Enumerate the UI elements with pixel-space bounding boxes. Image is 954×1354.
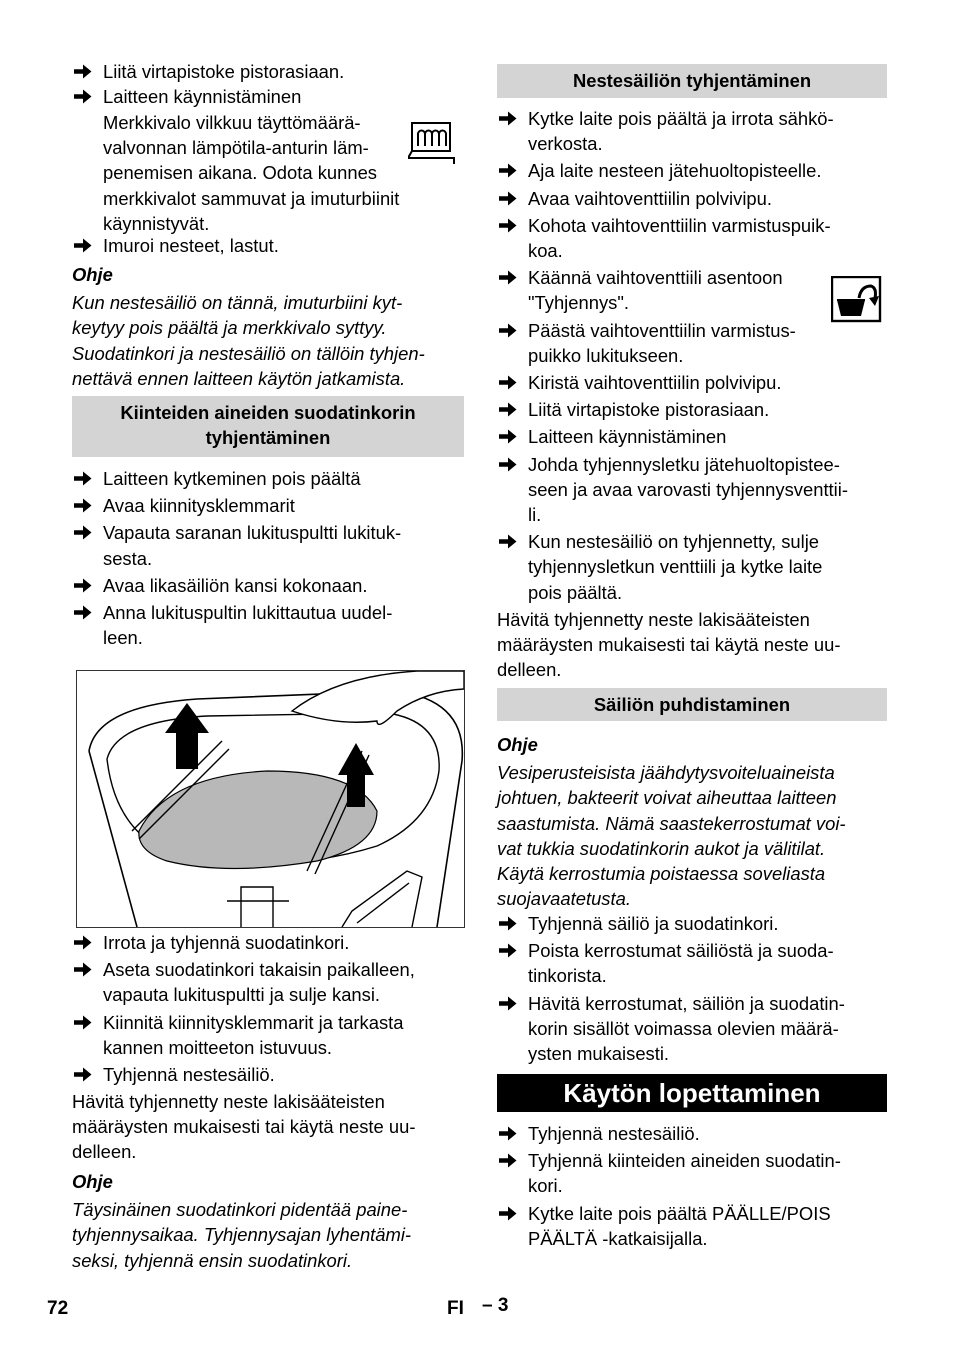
- list-item: Kun nestesäiliö on tyhjennetty, sulje tyhjennysletkun venttiili ja kytke laite pois päältä.: [497, 529, 887, 605]
- indicator-paragraph: Merkkivalo vilkkuu täyttömäärä- valvonnan lämpötila-anturin läm- penemisen aikana. Odota kunnes merkkivalot sammuvat ja imuturbiinit käynnistyvät.: [103, 112, 400, 234]
- list-item: Vapauta saranan lukituspultti lukituk- sesta.: [72, 520, 464, 570]
- arrow-right-icon: [499, 1148, 517, 1168]
- drain-valve-icon: [831, 276, 883, 330]
- list-item: Tyhjennä nestesäiliö.: [72, 1062, 464, 1087]
- note-2: Ohje Täysinäinen suodatinkori pidentää paine- tyhjennysaikaa. Tyhjennysajan lyhentämi- seksi, tyhjennä ensin suodatinkori.: [72, 1171, 412, 1271]
- list-item: Tyhjennä nestesäiliö.: [497, 1121, 887, 1146]
- list-item: Avaa kiinnitysklemmarit: [72, 493, 464, 518]
- section-reference: – 3: [482, 1295, 509, 1316]
- arrow-right-icon: [74, 1062, 92, 1082]
- step-list-cleaning: [497, 911, 887, 1066]
- arrow-right-icon: [74, 957, 92, 977]
- list-item: Avaa vaihtoventtiilin polvivipu.: [497, 186, 887, 211]
- list-item: Laitteen kytkeminen pois päältä: [72, 466, 464, 491]
- arrow-right-icon: [499, 213, 517, 233]
- arrow-right-icon: [499, 1121, 517, 1141]
- note-1: Ohje Kun nestesäiliö on tännä, imuturbiini kyt- keytyy pois päältä ja merkkivalo syttyy. Suodatinkori ja nestesäiliö on tällöin tyhjen- nettävä ennen laitteen käytön jatkamista.: [72, 264, 425, 389]
- list-item: Liitä virtapistoke pistorasiaan.: [497, 397, 887, 422]
- list-item: Irrota ja tyhjennä suodatinkori.: [72, 930, 464, 955]
- list-item: Poista kerrostumat säiliöstä ja suoda- tinkorista.: [497, 938, 887, 988]
- arrow-right-icon: [499, 938, 517, 958]
- dispose-paragraph: Hävitä tyhjennetty neste lakisääteisten määräysten mukaisesti tai käytä neste uu- delleen.: [72, 1091, 416, 1163]
- step-list-top: [72, 59, 464, 109]
- arrow-right-icon: [74, 520, 92, 540]
- arrow-right-icon: [74, 466, 92, 486]
- list-item: Imuroi nesteet, lastut.: [72, 233, 464, 258]
- arrow-right-icon: [74, 573, 92, 593]
- arrow-right-icon: [499, 911, 517, 931]
- list-item: Tyhjennä säiliö ja suodatinkori.: [497, 911, 887, 936]
- list-item: Käännä vaihtoventtiili asentoon "Tyhjennys".: [497, 265, 887, 315]
- list-item: Anna lukituspultin lukittautua uudel- leen.: [72, 600, 464, 650]
- arrow-right-icon: [499, 158, 517, 178]
- step-list-after-figure: [72, 930, 464, 1087]
- chapter-heading: Käytön lopettaminen: [497, 1074, 887, 1112]
- list-item: Kiristä vaihtoventtiilin polvivipu.: [497, 370, 887, 395]
- filter-basket-illustration: [76, 670, 465, 928]
- arrow-right-icon: [499, 318, 517, 338]
- list-item: Laitteen käynnistäminen: [72, 84, 464, 109]
- arrow-right-icon: [499, 265, 517, 285]
- list-item: Tyhjennä kiinteiden aineiden suodatin- kori.: [497, 1148, 887, 1198]
- arrow-right-icon: [499, 529, 517, 549]
- section-heading-tank-cleaning: Säiliön puhdistaminen: [497, 688, 887, 721]
- list-item: Liitä virtapistoke pistorasiaan.: [72, 59, 464, 84]
- list-item: Kytke laite pois päältä PÄÄLLE/POIS PÄÄLTÄ -katkaisijalla.: [497, 1201, 887, 1251]
- section-heading-liquid-tank: Nestesäiliön tyhjentäminen: [497, 64, 887, 98]
- arrow-right-icon: [499, 991, 517, 1011]
- step-list-end-operation: [497, 1121, 887, 1251]
- arrow-right-icon: [499, 186, 517, 206]
- dispose-paragraph-right: Hävitä tyhjennetty neste lakisääteisten määräysten mukaisesti tai käytä neste uu- delleen.: [497, 609, 841, 681]
- step-list-liquid-tank: [497, 106, 887, 605]
- arrow-right-icon: [499, 106, 517, 126]
- note-3: Ohje Vesiperusteisista jäähdytysvoiteluaineista johtuen, bakteerit voivat aiheuttaa laitteen saastumista. Nämä saastekerrostumat voi- vat tukkia suodatinkorin aukot ja välitilat. Käytä kerrostumia poistaessa soveliasta suojavaatetusta.: [497, 734, 846, 910]
- list-item: Aseta suodatinkori takaisin paikalleen, vapauta lukituspultti ja sulje kansi.: [72, 957, 464, 1007]
- language-code: FI: [447, 1298, 464, 1319]
- arrow-right-icon: [499, 397, 517, 417]
- step-list-section1: [72, 466, 464, 650]
- heating-coil-icon: [408, 122, 456, 172]
- arrow-right-icon: [499, 370, 517, 390]
- list-item: Hävitä kerrostumat, säiliön ja suodatin- korin sisällöt voimassa olevien määrä- ysten mukaisesti.: [497, 991, 887, 1067]
- page-number: 72: [47, 1298, 69, 1319]
- arrow-right-icon: [74, 233, 92, 253]
- section-heading-filter-basket: Kiinteiden aineiden suodatinkorin tyhjentäminen: [72, 396, 464, 457]
- list-item: Avaa likasäiliön kansi kokonaan.: [72, 573, 464, 598]
- list-item: Laitteen käynnistäminen: [497, 424, 887, 449]
- list-item: Aja laite nesteen jätehuoltopisteelle.: [497, 158, 887, 183]
- list-item: Johda tyhjennysletku jätehuoltopistee- seen ja avaa varovasti tyhjennysventtii- li.: [497, 452, 887, 528]
- arrow-right-icon: [499, 424, 517, 444]
- list-item: Kiinnitä kiinnitysklemmarit ja tarkasta kannen moitteeton istuvuus.: [72, 1010, 464, 1060]
- arrow-right-icon: [74, 930, 92, 950]
- arrow-right-icon: [74, 493, 92, 513]
- list-item: Kohota vaihtoventtiilin varmistuspuik- koa.: [497, 213, 887, 263]
- arrow-right-icon: [499, 452, 517, 472]
- step-vacuum: [72, 233, 464, 258]
- list-item: Päästä vaihtoventtiilin varmistus- puikko lukitukseen.: [497, 318, 887, 368]
- arrow-right-icon: [74, 600, 92, 620]
- arrow-right-icon: [74, 84, 92, 104]
- arrow-right-icon: [499, 1201, 517, 1221]
- arrow-right-icon: [74, 59, 92, 79]
- arrow-right-icon: [74, 1010, 92, 1030]
- list-item: Kytke laite pois päältä ja irrota sähkö- verkosta.: [497, 106, 887, 156]
